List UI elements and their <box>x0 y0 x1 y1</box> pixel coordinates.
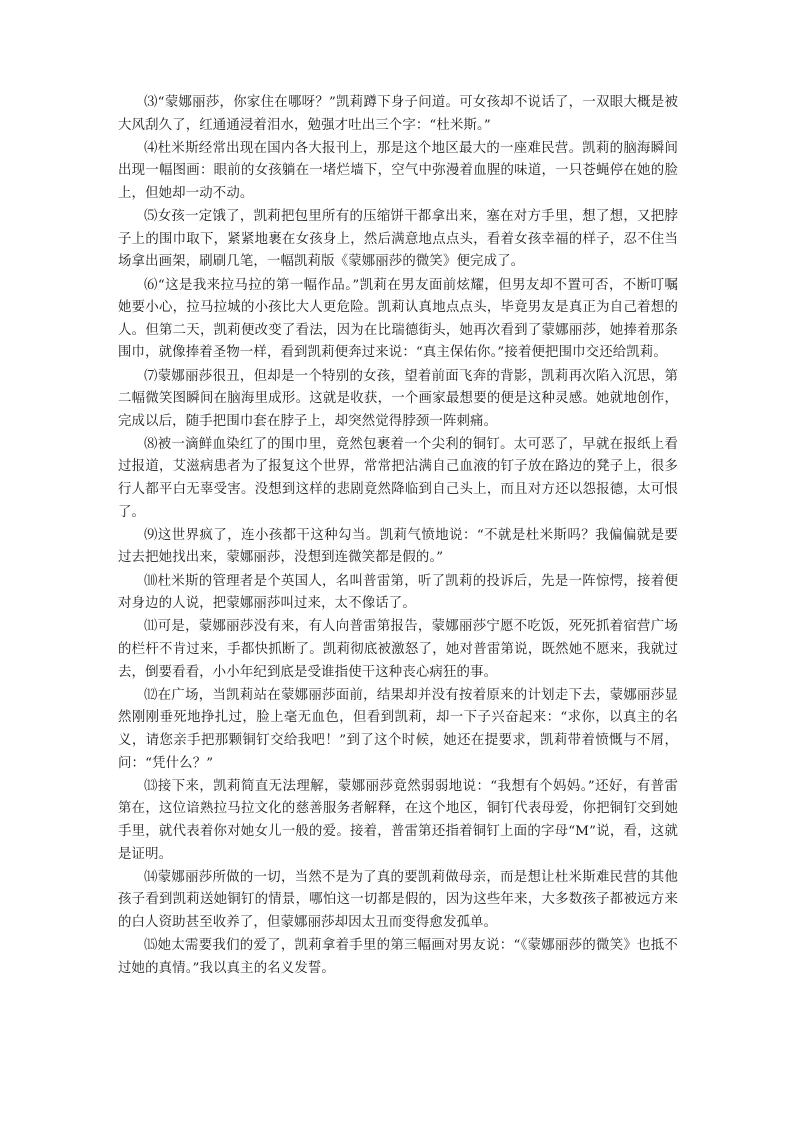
paragraph-12: ⑿在广场，当凯莉站在蒙娜丽莎面前，结果却并没有按着原来的计划走下去，蒙娜丽莎显然刚刚垂死地挣扎过，脸上毫无血色，但看到凯莉，却一下子兴奋起来：“求你，以真主的名义，请您亲手把那颗铜钉交给我吧！”到了这个时候，她还在提要求，凯莉带着愤慨与不屑，问：“凭什么？” <box>118 687 678 771</box>
paragraph-9: ⑼这世界疯了，连小孩都干这种勾当。凯莉气愤地说：“不就是杜米斯吗？我偏偏就是要过去把她找出来，蒙娜丽莎，没想到连微笑都是假的。” <box>118 527 678 566</box>
paragraph-11: ⑾可是，蒙娜丽莎没有来，有人向普雷第报告，蒙娜丽莎宁愿不吃饭，死死抓着宿营广场的栏杆不肯过来，手都快抓断了。凯莉彻底被激怒了，她对普雷第说，既然她不愿来，我就过去，倒要看看，小小年纪到底是受谁指使干这种丧心病狂的事。 <box>118 619 678 680</box>
paragraph-5: ⑸女孩一定饿了，凯莉把包里所有的压缩饼干都拿出来，塞在对方手里，想了想，又把脖子上的围巾取下，紧紧地裹在女孩身上，然后满意地点点头，看着女孩幸福的样子，忍不住当场拿出画架，刷刷几笔，一幅凯莉版《蒙娜丽莎的微笑》便完成了。 <box>118 209 678 270</box>
paragraph-6: ⑹“这是我来拉马拉的第一幅作品。”凯莉在男友面前炫耀，但男友却不置可否，不断叮嘱她要小心，拉马拉城的小孩比大人更危险。凯莉认真地点点头，毕竟男友是真正为自己着想的人。但第二天，凯莉便改变了看法，因为在比瑞德街头，她再次看到了蒙娜丽莎，她捧着那条围巾，就像捧着圣物一样，看到凯莉便奔过来说：“真主保佑你。”接着便把围巾交还给凯莉。 <box>118 277 678 361</box>
paragraph-13: ⒀接下来，凯莉简直无法理解，蒙娜丽莎竟然弱弱地说：“我想有个妈妈。”还好，有普雷第在，这位谙熟拉马拉文化的慈善服务者解释，在这个地区，铜钉代表母爱，你把铜钉交到她手里，就代表着你对她女儿一般的爱。接着，普雷第还指着铜钉上面的字母“M”说，看，这就是证明。 <box>118 778 678 862</box>
paragraph-7: ⑺蒙娜丽莎很丑，但却是一个特别的女孩，望着前面飞奔的背影，凯莉再次陷入沉思，第二幅微笑图瞬间在脑海里成形。这就是收获，一个画家最想要的便是这种灵感。她就地创作，完成以后，随手把围巾套在脖子上，却突然觉得脖颈一阵刺痛。 <box>118 368 678 429</box>
paragraph-3: ⑶“蒙娜丽莎，你家住在哪呀？”凯莉蹲下身子问道。可女孩却不说话了，一双眼大概是被大风刮久了，红通通浸着泪水，勉强才吐出三个字：“杜米斯。” <box>118 95 678 133</box>
paragraph-10: ⑽杜米斯的管理者是个英国人，名叫普雷第，听了凯莉的投诉后，先是一阵惊愕，接着便对身边的人说，把蒙娜丽莎叫过来，太不像话了。 <box>118 573 678 612</box>
paragraph-4: ⑷杜米斯经常出现在国内各大报刊上，那是这个地区最大的一座难民营。凯莉的脑海瞬间出现一幅图画：眼前的女孩躺在一堵烂墙下，空气中弥漫着血腥的味道，一只苍蝇停在她的脸上，但她却一动不动。 <box>118 140 678 201</box>
paragraph-15: ⒂她太需要我们的爱了，凯莉拿着手里的第三幅画对男友说：“《蒙娜丽莎的微笑》也抵不过她的真情。”我以真主的名义发誓。 <box>118 938 678 976</box>
paragraph-14: ⒁蒙娜丽莎所做的一切，当然不是为了真的要凯莉做母亲，而是想让杜米斯难民营的其他孩子看到凯莉送她铜钉的情景，哪怕这一切都是假的，因为这些年来，大多数孩子都被远方来的白人资助甚至收养了，但蒙娜丽莎却因太丑而变得愈发孤单。 <box>118 869 678 930</box>
paragraph-8: ⑻被一滴鲜血染红了的围巾里，竟然包裹着一个尖利的铜钉。太可恶了，早就在报纸上看过报道，艾滋病患者为了报复这个世界，常常把沾满自己血液的钉子放在路边的凳子上，很多行人都平白无辜受害。没想到这样的悲剧竟然降临到自己头上，而且对方还以怨报德，太可恨了。 <box>118 436 678 520</box>
document-page <box>118 92 678 981</box>
